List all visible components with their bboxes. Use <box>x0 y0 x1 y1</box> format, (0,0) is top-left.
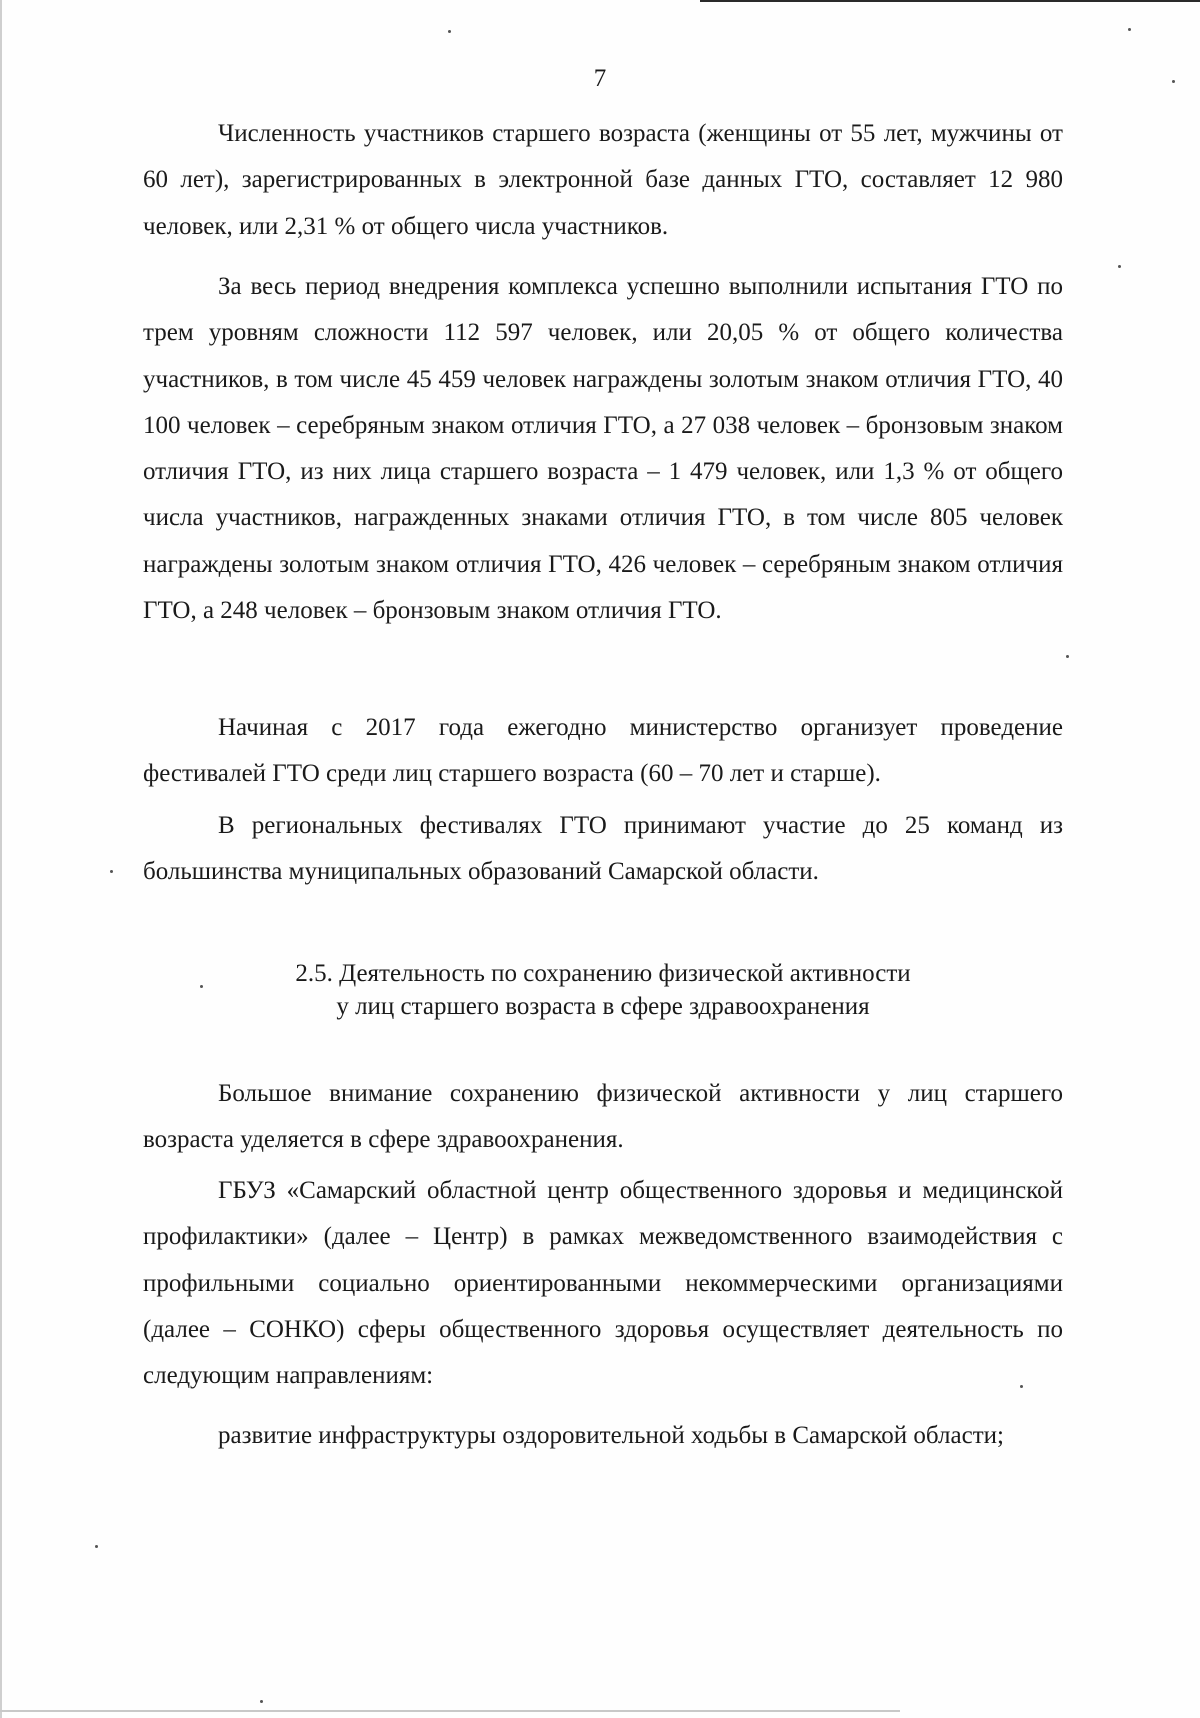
scan-speck <box>448 30 451 33</box>
scan-edge-left <box>0 0 2 1718</box>
paragraph: ГБУЗ «Самарский областной центр общественного здоровья и медицинской профилактики» (далее – Центр) в рамках межведомственного взаимодействия с профильными социально ориентированными некоммерческими организациями (далее – СОНКО) сферы общественного здоровья осуществляет деятельность по следующим направлениям: <box>143 1177 1063 1390</box>
scan-speck <box>1118 265 1121 268</box>
scan-speck <box>95 1545 98 1548</box>
paragraph: Численность участников старшего возраста (женщины от 55 лет, мужчины от 60 лет), зарегистрированных в электронной базе данных ГТО, составляет 12 980 человек, или 2,31 % от общего числа участников. <box>143 120 1063 240</box>
paragraph: Большое внимание сохранению физической активности у лиц старшего возраста уделяется в сфере здравоохранения. <box>143 1080 1063 1154</box>
section-heading <box>143 957 1063 1023</box>
paragraph: развитие инфраструктуры оздоровительной ходьбы в Самарской области; <box>218 1422 1004 1449</box>
paragraph: В региональных фестивалях ГТО принимают участие до 25 команд из большинства муниципальных образований Самарской области. <box>143 812 1063 886</box>
scan-speck <box>1066 655 1069 658</box>
page-number: 7 <box>593 65 607 92</box>
paragraph: Начиная с 2017 года ежегодно министерство организует проведение фестивалей ГТО среди лиц старшего возраста (60 – 70 лет и старше). <box>143 714 1063 788</box>
scan-edge-bottom <box>0 1710 900 1712</box>
scan-speck <box>1128 28 1131 31</box>
scan-speck <box>260 1700 263 1703</box>
section-heading-line: у лиц старшего возраста в сфере здравоохранения <box>336 993 870 1020</box>
scan-edge-top <box>700 0 1200 2</box>
section-heading-line: 2.5. Деятельность по сохранению физической активности <box>295 960 911 987</box>
scan-speck <box>110 870 113 873</box>
paragraph: За весь период внедрения комплекса успешно выполнили испытания ГТО по трем уровням сложности 112 597 человек, или 20,05 % от общего количества участников, в том числе 45 459 человек награждены золотым знаком отличия ГТО, 40 100 человек – серебряным знаком отличия ГТО, а 27 038 человек – бронзовым знаком отличия ГТО, из них лица старшего возраста – 1 479 человек, или 1,3 % от общего числа участников, награжденных знаками отличия ГТО, в том числе 805 человек награждены золотым знаком отличия ГТО, 426 человек – серебряным знаком отличия ГТО, а 248 человек – бронзовым знаком отличия ГТО. <box>143 273 1063 625</box>
